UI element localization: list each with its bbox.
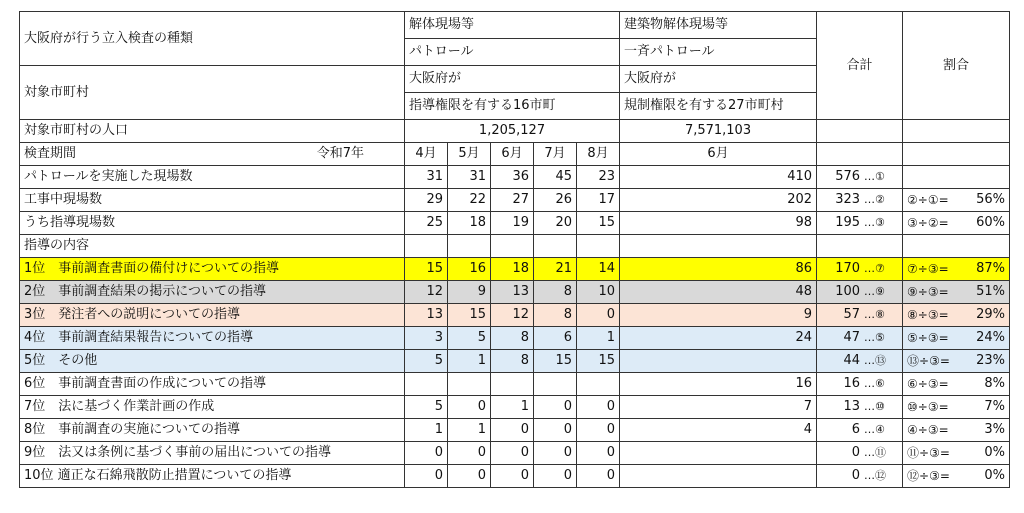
table-row: [20, 212, 1010, 235]
total-value: 44: [843, 353, 861, 368]
row-label: 5位 その他: [20, 350, 405, 373]
patrol-b-value: [620, 442, 817, 465]
patrol-b-line1: 建築物解体現場等: [620, 12, 817, 39]
month-value: 0: [534, 396, 577, 419]
ratio-value: 8%: [984, 376, 1006, 391]
ratio-cell: [903, 396, 1010, 419]
month-value: 9: [448, 281, 491, 304]
ratio-expression: ⑩÷③=: [907, 400, 949, 414]
month-value: 18: [491, 258, 534, 281]
ratio-value: 0%: [984, 468, 1006, 483]
table-row: [20, 442, 1010, 465]
month-6: 6月: [491, 143, 534, 166]
patrol-b-value: [620, 350, 817, 373]
row-label: パトロールを実施した現場数: [20, 166, 405, 189]
total-spacer: [817, 120, 903, 143]
table-row: [20, 419, 1010, 442]
ratio-value: 24%: [976, 330, 1006, 345]
month-value: 17: [577, 189, 620, 212]
period-label: 検査期間: [24, 146, 77, 161]
patrol-b-line2: 一斉パトロール: [620, 39, 817, 66]
ratio-value: 7%: [984, 399, 1006, 414]
month-value: 31: [448, 166, 491, 189]
patrol-b-value: 9: [620, 304, 817, 327]
month-value: [491, 235, 534, 258]
table-row: [20, 258, 1010, 281]
table-row: [20, 166, 1010, 189]
month-value: 8: [491, 327, 534, 350]
month-value: [491, 373, 534, 396]
month-value: 12: [405, 281, 448, 304]
population-b: 7,571,103: [620, 120, 817, 143]
month-8: 8月: [577, 143, 620, 166]
table-row: [20, 281, 1010, 304]
month-value: 0: [448, 442, 491, 465]
month-value: 5: [405, 350, 448, 373]
month-value: [448, 235, 491, 258]
month-value: 0: [534, 465, 577, 488]
month-value: 36: [491, 166, 534, 189]
total-value: 6: [851, 422, 861, 437]
month-value: 20: [534, 212, 577, 235]
total-marker: …⑤: [864, 331, 885, 344]
ratio-cell: [903, 258, 1010, 281]
month-value: 13: [405, 304, 448, 327]
ratio-value: 0%: [984, 445, 1006, 460]
ratio-cell: [903, 281, 1010, 304]
ratio-expression: ④÷③=: [907, 423, 949, 437]
month-value: 0: [405, 465, 448, 488]
inspection-type-label: 大阪府が行う立入検査の種類: [20, 12, 405, 66]
ratio-value: 56%: [976, 192, 1006, 207]
row-label: うち指導現場数: [20, 212, 405, 235]
total-cell: [817, 258, 903, 281]
total-cell: [817, 166, 903, 189]
total-value: 576: [835, 169, 861, 184]
total-value: 170: [835, 261, 861, 276]
ratio-expression: ②÷①=: [907, 193, 949, 207]
total-value: 47: [843, 330, 861, 345]
month-value: 0: [448, 465, 491, 488]
ratio-header: 割合: [903, 12, 1010, 120]
month-value: 16: [448, 258, 491, 281]
table-row: [20, 304, 1010, 327]
month-value: 0: [448, 396, 491, 419]
month-value: 0: [577, 442, 620, 465]
ratio-value: 87%: [976, 261, 1006, 276]
total-cell: [817, 373, 903, 396]
ratio-cell: [903, 327, 1010, 350]
month-value: 0: [577, 465, 620, 488]
ratio-cell: [903, 189, 1010, 212]
total-value: 100: [835, 284, 861, 299]
month-value: 8: [491, 350, 534, 373]
total-cell: [817, 281, 903, 304]
ratio-cell: [903, 373, 1010, 396]
ratio-cell: [903, 235, 1010, 258]
month-value: [405, 373, 448, 396]
row-label: 指導の内容: [20, 235, 405, 258]
ratio-cell: [903, 166, 1010, 189]
month-value: 15: [577, 350, 620, 373]
month-value: 5: [405, 396, 448, 419]
total-value: 0: [851, 445, 861, 460]
table-body: [20, 166, 1010, 488]
month-value: 1: [405, 419, 448, 442]
row-label: 7位 法に基づく作業計画の作成: [20, 396, 405, 419]
target-b-line1: 大阪府が: [620, 66, 817, 93]
ratio-cell: [903, 442, 1010, 465]
month-value: 1: [448, 350, 491, 373]
ratio-cell: [903, 419, 1010, 442]
month-5: 5月: [448, 143, 491, 166]
month-value: 45: [534, 166, 577, 189]
month-value: 25: [405, 212, 448, 235]
patrol-a-line1: 解体現場等: [405, 12, 620, 39]
total-cell: [817, 327, 903, 350]
ratio-expression: ⑦÷③=: [907, 262, 949, 276]
patrol-b-value: [620, 235, 817, 258]
row-label: 10位 適正な石綿飛散防止措置についての指導: [20, 465, 405, 488]
month-value: 0: [405, 442, 448, 465]
month-value: 15: [448, 304, 491, 327]
patrol-b-value: 4: [620, 419, 817, 442]
month-value: 0: [534, 442, 577, 465]
row-label: 6位 事前調査書面の作成についての指導: [20, 373, 405, 396]
month-value: 10: [577, 281, 620, 304]
month-value: 31: [405, 166, 448, 189]
inspection-table: [19, 11, 1010, 488]
patrol-b-value: [620, 465, 817, 488]
table-header: [20, 12, 1010, 166]
month-value: 13: [491, 281, 534, 304]
month-value: 0: [577, 396, 620, 419]
month-value: [577, 235, 620, 258]
row-label: 1位 事前調査書面の備付けについての指導: [20, 258, 405, 281]
row-label: 2位 事前調査結果の掲示についての指導: [20, 281, 405, 304]
population-a: 1,205,127: [405, 120, 620, 143]
table-row: [20, 350, 1010, 373]
ratio-value: 60%: [976, 215, 1006, 230]
total-value: 57: [843, 307, 861, 322]
total-marker: …⑫: [864, 469, 887, 482]
patrol-b-value: 86: [620, 258, 817, 281]
month-value: 27: [491, 189, 534, 212]
period-cell: [20, 143, 405, 166]
month-value: 15: [405, 258, 448, 281]
month-value: [448, 373, 491, 396]
month-value: 8: [534, 281, 577, 304]
row-label: 4位 事前調査結果報告についての指導: [20, 327, 405, 350]
month-value: 15: [577, 212, 620, 235]
month-value: 18: [448, 212, 491, 235]
total-cell: [817, 419, 903, 442]
total-marker: …⑥: [864, 377, 885, 390]
total-value: 16: [843, 376, 861, 391]
ratio-expression: ⑪÷③=: [907, 446, 950, 460]
total-value: 0: [851, 468, 861, 483]
total-header: 合計: [817, 12, 903, 120]
month-value: 14: [577, 258, 620, 281]
total-marker: …⑩: [864, 400, 885, 413]
month-value: 0: [534, 419, 577, 442]
table-row: [20, 189, 1010, 212]
month-value: 22: [448, 189, 491, 212]
month-value: 0: [577, 419, 620, 442]
patrol-b-value: 48: [620, 281, 817, 304]
total-marker: …⑨: [864, 285, 885, 298]
ratio-expression: ⑧÷③=: [907, 308, 949, 322]
total-value: 323: [835, 192, 861, 207]
patrol-b-value: 410: [620, 166, 817, 189]
month-value: 29: [405, 189, 448, 212]
total-marker: …⑬: [864, 354, 887, 367]
ratio-expression: ⑨÷③=: [907, 285, 949, 299]
ratio-cell: [903, 465, 1010, 488]
patrol-b-value: 24: [620, 327, 817, 350]
era-label: 令和7年: [316, 146, 364, 161]
table-row: [20, 235, 1010, 258]
table-row: [20, 465, 1010, 488]
total-cell: [817, 212, 903, 235]
ratio-value: 29%: [976, 307, 1006, 322]
month-value: 0: [491, 419, 534, 442]
total-marker: …③: [864, 216, 885, 229]
ratio-expression: ⑥÷③=: [907, 377, 949, 391]
target-b-line2: 規制権限を有する27市町村: [620, 93, 817, 120]
patrol-b-value: 16: [620, 373, 817, 396]
month-value: 1: [577, 327, 620, 350]
month-value: 26: [534, 189, 577, 212]
ratio-expression: ⑤÷③=: [907, 331, 949, 345]
month-value: 6: [534, 327, 577, 350]
row-label: 工事中現場数: [20, 189, 405, 212]
row-label: 8位 事前調査の実施についての指導: [20, 419, 405, 442]
total-spacer-2: [817, 143, 903, 166]
month-value: 1: [491, 396, 534, 419]
total-marker: …⑦: [864, 262, 885, 275]
ratio-value: 23%: [976, 353, 1006, 368]
month-value: 3: [405, 327, 448, 350]
ratio-value: 3%: [984, 422, 1006, 437]
total-value: 13: [843, 399, 861, 414]
month-value: 5: [448, 327, 491, 350]
total-cell: [817, 396, 903, 419]
table-row: [20, 373, 1010, 396]
population-label: 対象市町村の人口: [20, 120, 405, 143]
month-value: 19: [491, 212, 534, 235]
month-value: 15: [534, 350, 577, 373]
total-cell: [817, 350, 903, 373]
month-value: 23: [577, 166, 620, 189]
total-marker: …④: [864, 423, 885, 436]
month-value: 1: [448, 419, 491, 442]
target-a-line1: 大阪府が: [405, 66, 620, 93]
total-cell: [817, 189, 903, 212]
month-value: 0: [491, 442, 534, 465]
total-marker: …②: [864, 193, 885, 206]
ratio-spacer-2: [903, 143, 1010, 166]
table-row: [20, 396, 1010, 419]
total-cell: [817, 235, 903, 258]
ratio-spacer: [903, 120, 1010, 143]
ratio-value: 51%: [976, 284, 1006, 299]
month-value: 0: [491, 465, 534, 488]
total-marker: …⑪: [864, 446, 887, 459]
ratio-expression: ⑬÷③=: [907, 354, 950, 368]
ratio-expression: ⑫÷③=: [907, 469, 950, 483]
table-row: [20, 327, 1010, 350]
month-value: 12: [491, 304, 534, 327]
month-value: [534, 235, 577, 258]
month-b: 6月: [620, 143, 817, 166]
month-4: 4月: [405, 143, 448, 166]
total-marker: …⑧: [864, 308, 885, 321]
total-cell: [817, 304, 903, 327]
month-value: [405, 235, 448, 258]
ratio-cell: [903, 350, 1010, 373]
total-marker: …①: [864, 170, 885, 183]
month-value: 21: [534, 258, 577, 281]
month-value: 0: [577, 304, 620, 327]
ratio-expression: ③÷②=: [907, 216, 949, 230]
patrol-b-value: 7: [620, 396, 817, 419]
ratio-cell: [903, 304, 1010, 327]
total-value: 195: [835, 215, 861, 230]
month-value: [577, 373, 620, 396]
ratio-cell: [903, 212, 1010, 235]
total-cell: [817, 442, 903, 465]
row-label: 9位 法又は条例に基づく事前の届出についての指導: [20, 442, 405, 465]
patrol-a-line2: パトロール: [405, 39, 620, 66]
target-a-line2: 指導権限を有する16市町: [405, 93, 620, 120]
target-municipality-label: 対象市町村: [20, 66, 405, 120]
row-label: 3位 発注者への説明についての指導: [20, 304, 405, 327]
month-value: 8: [534, 304, 577, 327]
month-7: 7月: [534, 143, 577, 166]
total-cell: [817, 465, 903, 488]
month-value: [534, 373, 577, 396]
patrol-b-value: 202: [620, 189, 817, 212]
patrol-b-value: 98: [620, 212, 817, 235]
